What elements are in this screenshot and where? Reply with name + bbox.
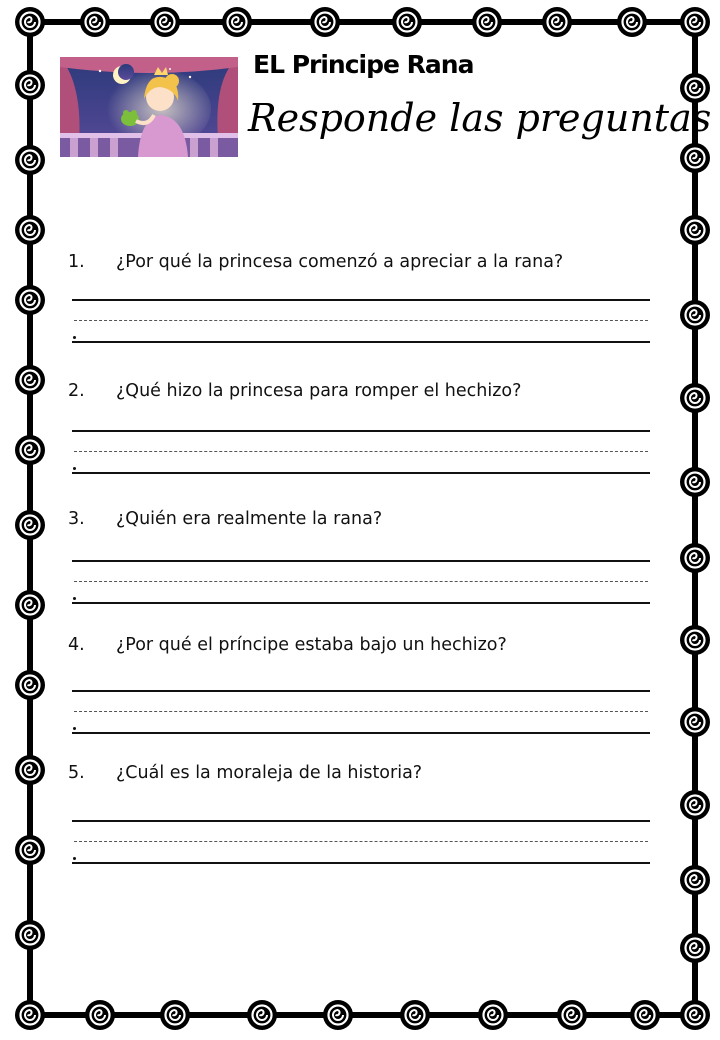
spiral-circle-icon [247, 1000, 277, 1030]
spiral-circle-icon [617, 7, 647, 37]
answer-lines-5[interactable] [72, 820, 650, 866]
answer-line [72, 299, 650, 301]
answer-line [72, 430, 650, 432]
spiral-circle-icon [680, 467, 710, 497]
spiral-circle-icon [478, 1000, 508, 1030]
answer-line [72, 472, 650, 474]
line-marker [73, 857, 76, 860]
spiral-circle-icon [542, 7, 572, 37]
spiral-circle-icon [15, 920, 45, 950]
answer-lines-1[interactable] [72, 299, 650, 345]
spiral-circle-icon [630, 1000, 660, 1030]
answer-line [72, 732, 650, 734]
spiral-circle-icon [310, 7, 340, 37]
spiral-circle-icon [472, 7, 502, 37]
spiral-circle-icon [680, 7, 710, 37]
answer-lines-2[interactable] [72, 430, 650, 476]
answer-line [72, 820, 650, 822]
line-marker [73, 597, 76, 600]
guide-line [74, 320, 648, 321]
spiral-circle-icon [160, 1000, 190, 1030]
spiral-circle-icon [680, 933, 710, 963]
spiral-circle-icon [680, 300, 710, 330]
spiral-circle-icon [222, 7, 252, 37]
spiral-circle-icon [15, 365, 45, 395]
story-title: EL Principe Rana [253, 50, 474, 79]
spiral-circle-icon [680, 790, 710, 820]
question-text: ¿Por qué la princesa comenzó a apreciar a la rana? [116, 252, 564, 272]
spiral-circle-icon [557, 1000, 587, 1030]
question-5 [68, 763, 668, 787]
answer-line [72, 560, 650, 562]
question-number: 4. [68, 635, 85, 655]
spiral-circle-icon [680, 1000, 710, 1030]
spiral-circle-icon [15, 285, 45, 315]
line-marker [73, 727, 76, 730]
answer-line [72, 602, 650, 604]
answer-line [72, 690, 650, 692]
question-text: ¿Cuál es la moraleja de la historia? [116, 763, 423, 783]
spiral-circle-icon [680, 215, 710, 245]
princess-frog-illustration [60, 57, 238, 157]
spiral-circle-icon [323, 1000, 353, 1030]
guide-line [74, 711, 648, 712]
answer-lines-4[interactable] [72, 690, 650, 736]
spiral-circle-icon [680, 543, 710, 573]
spiral-circle-icon [85, 1000, 115, 1030]
spiral-circle-icon [15, 435, 45, 465]
spiral-circle-icon [680, 143, 710, 173]
question-3 [68, 509, 668, 533]
spiral-circle-icon [15, 590, 45, 620]
spiral-circle-icon [392, 7, 422, 37]
question-text: ¿Qué hizo la princesa para romper el hechizo? [116, 381, 522, 401]
question-number: 3. [68, 509, 85, 529]
question-1 [68, 252, 668, 276]
spiral-circle-icon [680, 707, 710, 737]
question-number: 5. [68, 763, 85, 783]
spiral-circle-icon [15, 755, 45, 785]
question-number: 2. [68, 381, 85, 401]
guide-line [74, 451, 648, 452]
line-marker [73, 336, 76, 339]
question-2 [68, 381, 668, 405]
spiral-circle-icon [15, 510, 45, 540]
answer-lines-3[interactable] [72, 560, 650, 606]
spiral-circle-icon [15, 7, 45, 37]
guide-line [74, 581, 648, 582]
spiral-circle-icon [680, 383, 710, 413]
question-number: 1. [68, 252, 85, 272]
spiral-circle-icon [15, 670, 45, 700]
spiral-circle-icon [15, 1000, 45, 1030]
question-4 [68, 635, 668, 659]
spiral-circle-icon [15, 70, 45, 100]
spiral-circle-icon [15, 835, 45, 865]
spiral-circle-icon [680, 625, 710, 655]
spiral-circle-icon [680, 865, 710, 895]
line-marker [73, 467, 76, 470]
page-heading: Responde las preguntas [248, 96, 712, 140]
spiral-circle-icon [400, 1000, 430, 1030]
answer-line [72, 341, 650, 343]
guide-line [74, 841, 648, 842]
answer-line [72, 862, 650, 864]
question-text: ¿Por qué el príncipe estaba bajo un hechizo? [116, 635, 507, 655]
spiral-circle-icon [80, 7, 110, 37]
spiral-circle-icon [15, 145, 45, 175]
spiral-circle-icon [15, 215, 45, 245]
question-text: ¿Quién era realmente la rana? [116, 509, 383, 529]
spiral-circle-icon [150, 7, 180, 37]
